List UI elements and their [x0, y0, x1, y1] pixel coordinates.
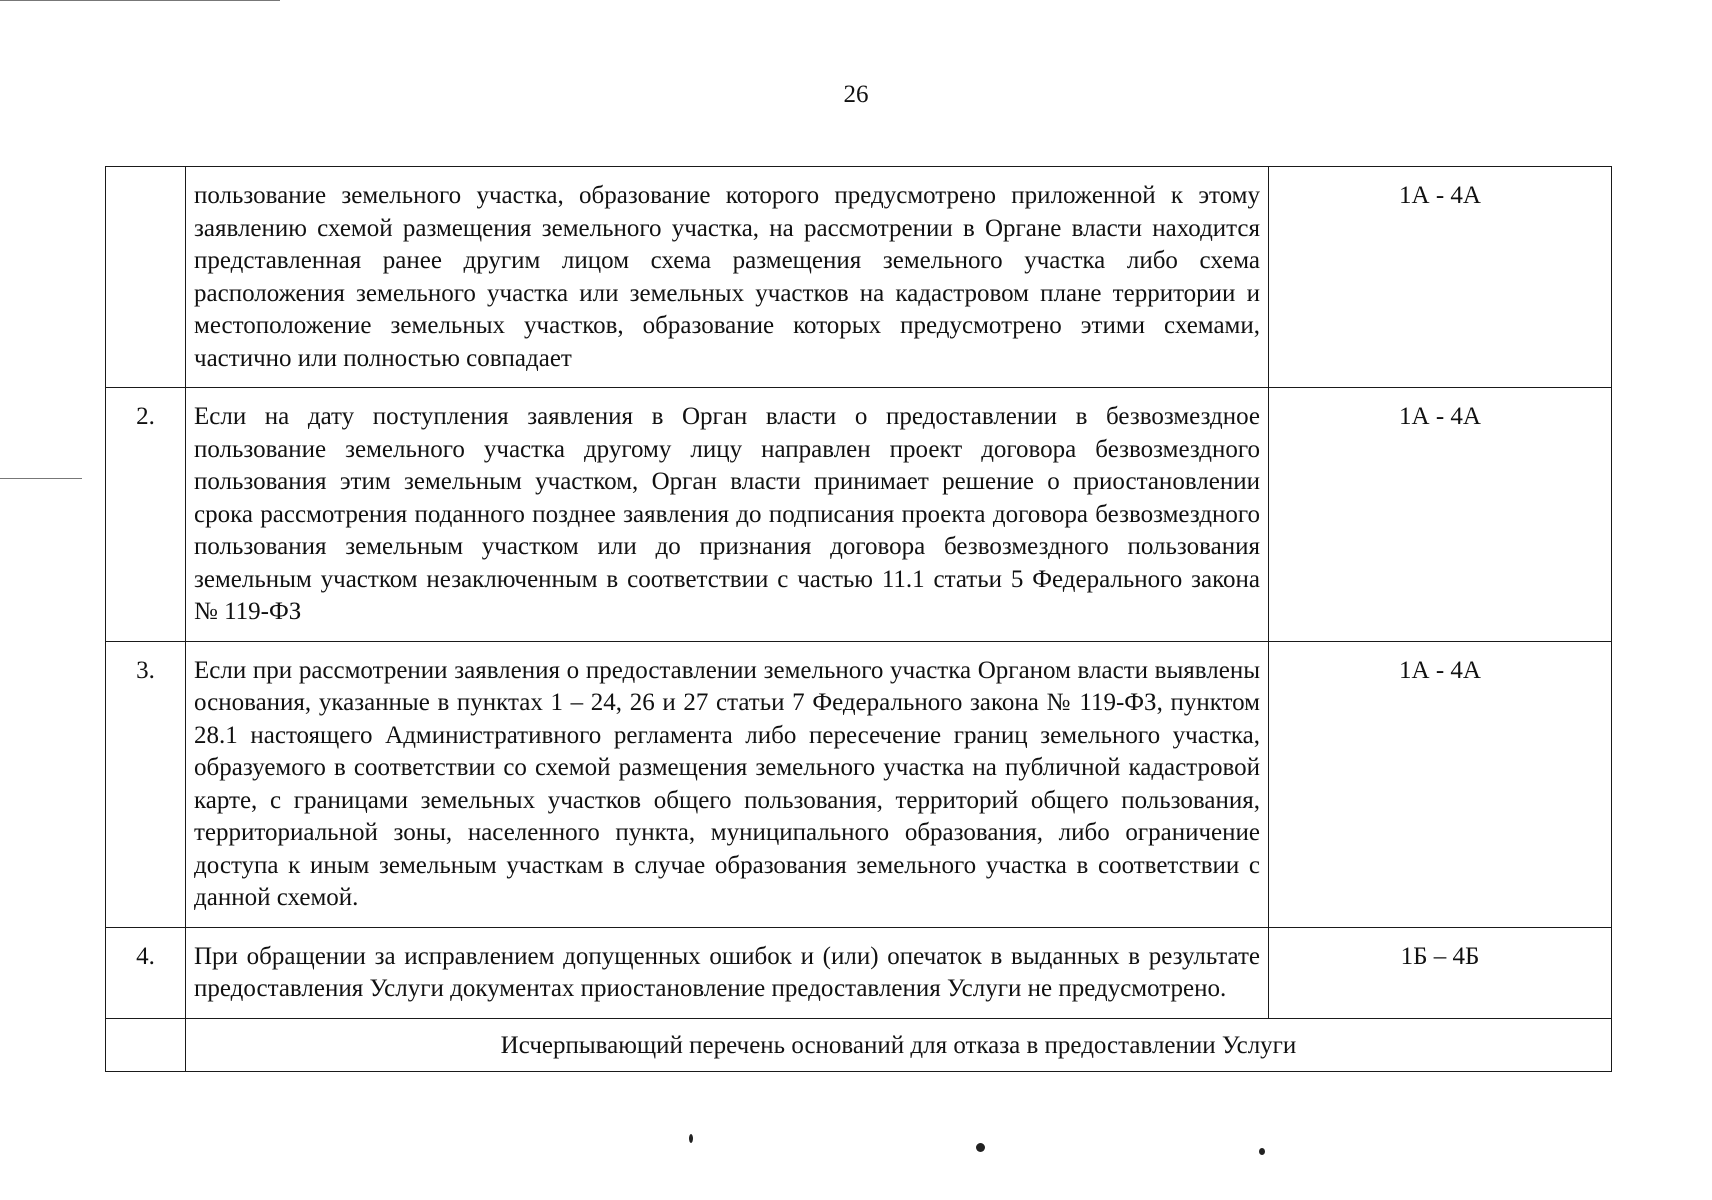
row-number: [106, 167, 186, 388]
row-number: 3.: [106, 641, 186, 927]
row-code: 1А - 4А: [1269, 641, 1612, 927]
scan-artifact-line: [0, 0, 280, 1]
table-row: [106, 641, 1612, 927]
scan-artifact-dot: [976, 1143, 985, 1152]
row-description: Если на дату поступления заявления в Орган власти о предоставлении в безвозмездное пользование земельного участка другому лицу направлен проект договора безвозмездного пользования этим земельным участком, Орган власти принимает решение о приостановлении срока рассмотрения поданного позднее заявления до подписания проекта договора безвозмездного пользования земельным участком или до признания договора безвозмездного пользования земельным участком незаключенным в соответствии с частью 11.1 статьи 5 Федерального закона № 119-ФЗ: [186, 388, 1269, 642]
page-number: 26: [843, 81, 869, 108]
row-description: Если при рассмотрении заявления о предоставлении земельного участка Органом власти выявлены основания, указанные в пунктах 1 – 24, 26 и 27 статьи 7 Федерального закона № 119-ФЗ, пунктом 28.1 настоящего Административного регламента либо пересечение границ земельного участка, образуемого в соответствии со схемой размещения земельного участка на публичной кадастровой карте, с границами земельных участков общего пользования, территорий общего пользования, территориальной зоны, населенного пункта, муниципального образования, либо ограничение доступа к иным земельным участкам в случае образования земельного участка в соответствии с данной схемой.: [186, 641, 1269, 927]
row-code: 1А - 4А: [1269, 167, 1612, 388]
table-row: [106, 927, 1612, 1018]
row-code: 1Б – 4Б: [1269, 927, 1612, 1018]
scan-artifact-line: [0, 478, 82, 479]
table-footer-row: [106, 1018, 1612, 1072]
grounds-table: [105, 166, 1612, 1072]
table-row: [106, 167, 1612, 388]
row-description: При обращении за исправлением допущенных ошибок и (или) опечаток в выданных в результате предоставления Услуги документах приостановление предоставления Услуги не предусмотрено.: [186, 927, 1269, 1018]
row-number: 2.: [106, 388, 186, 642]
row-description: пользование земельного участка, образование которого предусмотрено приложенной к этому заявлению схемой размещения земельного участка, на рассмотрении в Органе власти находится представленная ранее другим лицом схема размещения земельного участка либо схема расположения земельного участка или земельных участков на кадастровом плане территории и местоположение земельных участков, образование которых предусмотрено этими схемами, частично или полностью совпадает: [186, 167, 1269, 388]
footer-number: [106, 1018, 186, 1072]
row-code: 1А - 4А: [1269, 388, 1612, 642]
footer-heading: Исчерпывающий перечень оснований для отказа в предоставлении Услуги: [186, 1018, 1612, 1072]
scan-artifact-dot: [689, 1134, 693, 1143]
row-number: 4.: [106, 927, 186, 1018]
scan-artifact-dot: [1259, 1148, 1265, 1155]
table-row: [106, 388, 1612, 642]
